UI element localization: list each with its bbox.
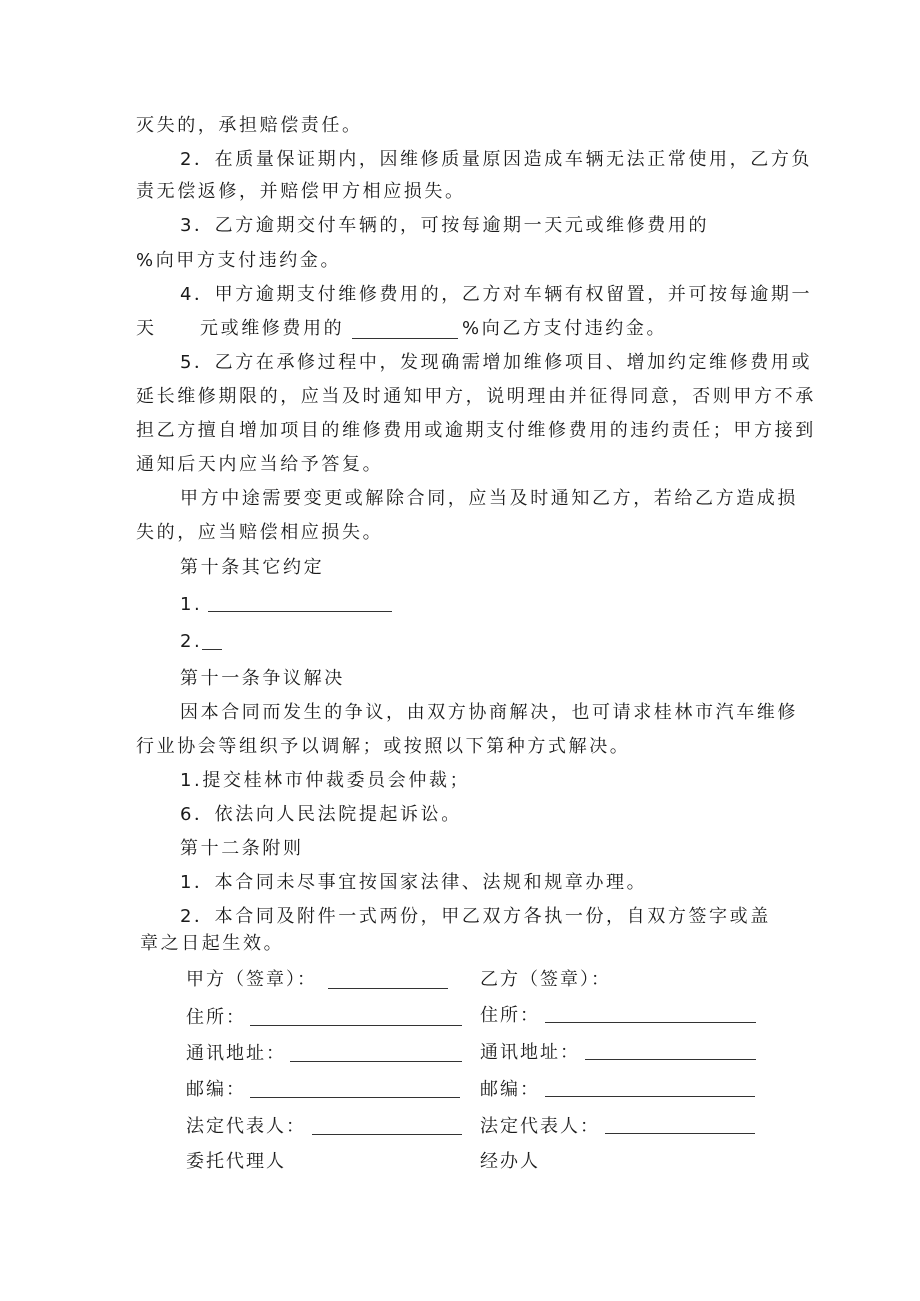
party-a-postcode-field[interactable] xyxy=(250,1097,460,1098)
party-a-address-field[interactable] xyxy=(250,1025,462,1026)
section-heading: 第十一条争议解决 xyxy=(180,668,345,689)
blank-line xyxy=(202,649,222,650)
para-line: 2．在质量保证期内，因维修质量原因造成车辆无法正常使用，乙方负 xyxy=(180,149,813,170)
party-b-seal-label: 乙方（签章）： xyxy=(480,969,611,990)
party-a-agent-label: 委托代理人 xyxy=(186,1151,286,1170)
para-line: 失的，应当赔偿相应损失。 xyxy=(136,522,384,543)
list-item: 1.提交桂林市仲裁委员会仲裁； xyxy=(180,770,471,791)
party-b-agent-label: 经办人 xyxy=(480,1151,540,1170)
list-item: 2．本合同及附件一式两份，甲乙双方各执一份，自双方签字或盖 xyxy=(180,906,771,927)
cut-off-row xyxy=(0,1150,920,1170)
blank-line xyxy=(208,611,392,612)
para-line: 因本合同而发生的争议，由双方协商解决，也可请求桂林市汽车维修 xyxy=(180,702,798,723)
list-item: 2. xyxy=(180,631,203,652)
para-line: 4．甲方逾期支付维修费用的，乙方对车辆有权留置，并可按每逾期一 xyxy=(180,284,813,305)
para-line: 元或维修费用的 xyxy=(200,318,345,339)
party-a-seal-field[interactable] xyxy=(328,988,448,989)
party-b-mail-address-field[interactable] xyxy=(585,1059,756,1060)
party-b-legal-rep-field[interactable] xyxy=(605,1133,755,1134)
party-b-address-label: 住所： xyxy=(480,1005,540,1026)
para-line: 担乙方擅自增加项目的维修费用或逾期支付维修费用的违约责任；甲方接到 xyxy=(136,420,816,441)
para-line: 责无偿返修，并赔偿甲方相应损失。 xyxy=(136,181,466,202)
para-line: 延长维修期限的，应当及时通知甲方，说明理由并征得同意，否则甲方不承 xyxy=(136,386,816,407)
party-b-address-field[interactable] xyxy=(545,1022,756,1023)
list-item: 1. xyxy=(180,594,203,615)
party-a-postcode-label: 邮编： xyxy=(186,1079,246,1100)
party-a-legal-rep-field[interactable] xyxy=(312,1134,462,1135)
party-a-seal-label: 甲方（签章）： xyxy=(186,969,317,990)
party-a-address-label: 住所： xyxy=(186,1007,246,1028)
blank-line xyxy=(352,338,458,339)
party-b-legal-rep-label: 法定代表人： xyxy=(480,1116,600,1137)
party-a-mail-address-label: 通讯地址： xyxy=(186,1043,286,1064)
para-line: 通知后天内应当给予答复。 xyxy=(136,454,384,475)
para-line: 5．乙方在承修过程中，发现确需增加维修项目、增加约定维修费用或 xyxy=(180,352,813,373)
list-item: 1．本合同未尽事宜按国家法律、法规和规章办理。 xyxy=(180,872,648,893)
party-a-mail-address-field[interactable] xyxy=(290,1061,462,1062)
para-line: 灭失的，承担赔偿责任。 xyxy=(136,115,363,136)
section-heading: 第十条其它约定 xyxy=(180,557,325,578)
para-line: 天 xyxy=(136,318,157,339)
para-line: 甲方中途需要变更或解除合同，应当及时通知乙方，若给乙方造成损 xyxy=(180,488,798,509)
section-heading: 第十二条附则 xyxy=(180,838,304,859)
para-line: %向甲方支付违约金。 xyxy=(136,250,342,271)
para-line: 3．乙方逾期交付车辆的，可按每逾期一天元或维修费用的 xyxy=(180,215,710,236)
para-line: 章之日起生效。 xyxy=(140,933,285,954)
party-b-postcode-field[interactable] xyxy=(545,1096,755,1097)
party-b-mail-address-label: 通讯地址： xyxy=(480,1042,580,1063)
para-line: %向乙方支付违约金。 xyxy=(462,318,668,339)
party-b-postcode-label: 邮编： xyxy=(480,1079,540,1100)
party-a-legal-rep-label: 法定代表人： xyxy=(186,1116,306,1137)
para-line: 行业协会等组织予以调解；或按照以下第种方式解决。 xyxy=(136,736,631,757)
list-item: 6．依法向人民法院提起诉讼。 xyxy=(180,804,462,825)
